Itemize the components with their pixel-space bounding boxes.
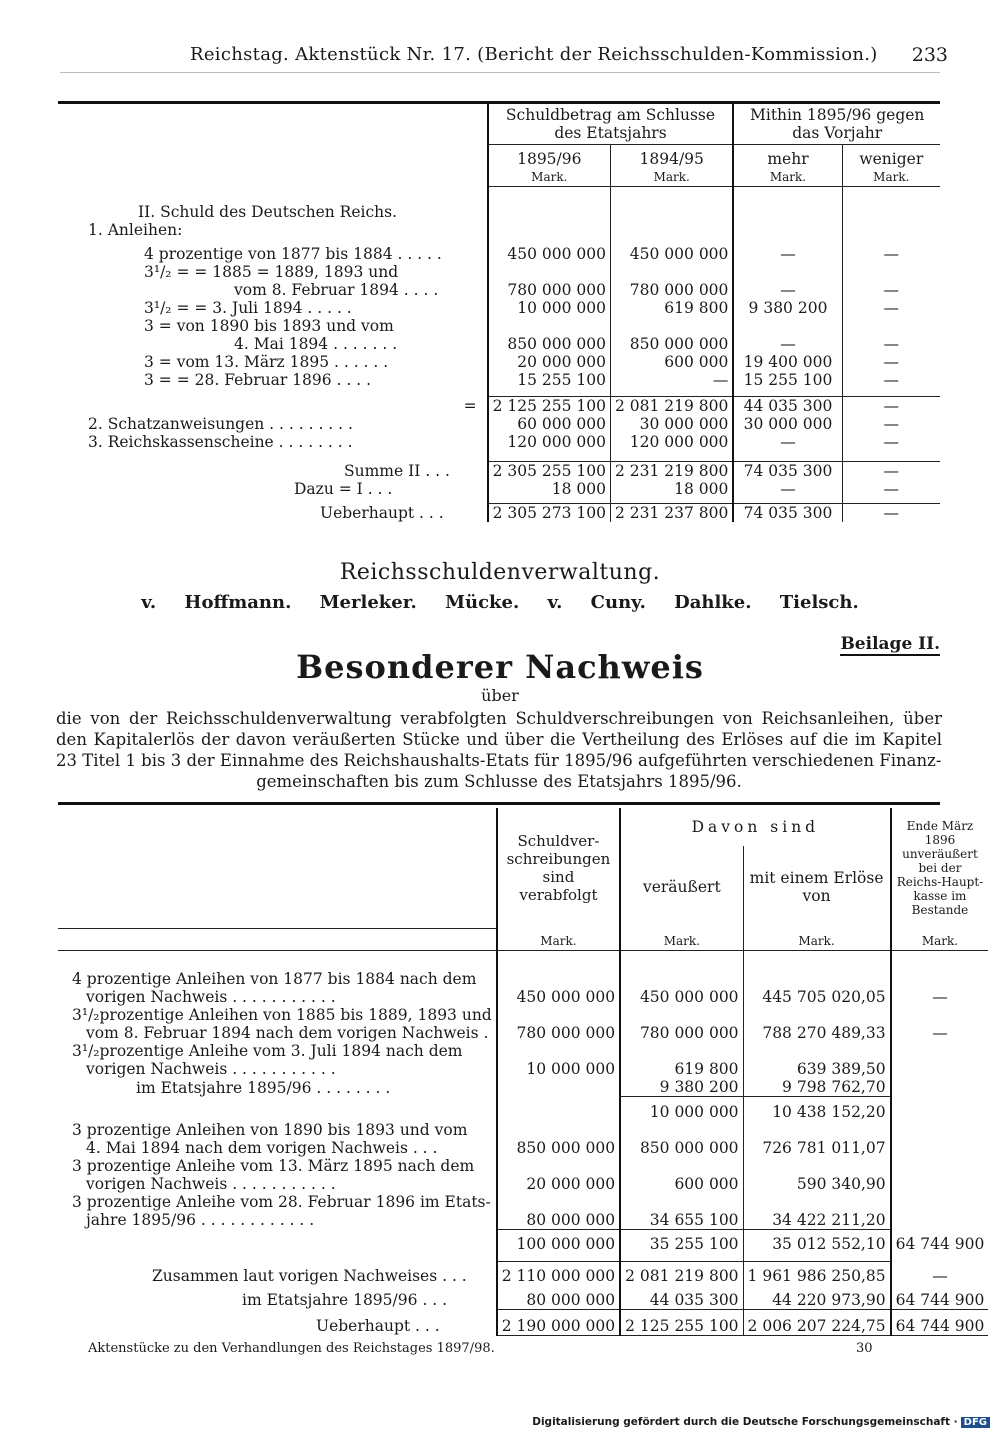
signatories: v. Hoffmann. Merleker. Mücke. v. Cuny. Dahlke. Tielsch. <box>141 592 859 613</box>
table-row: vom 8. Februar 1894 . . . . 780 000 000 780 000 000 — — <box>58 281 940 299</box>
table-row: 3. Reichskassenscheine . . . . . . . . 120 000 000 120 000 000 — — <box>58 433 940 451</box>
page-number: 233 <box>911 44 948 66</box>
section-title: II. Schuld des Deutschen Reichs. <box>138 202 398 221</box>
table-row: 3¹/₂ = = 1885 = 1889, 1893 und <box>58 263 940 281</box>
header-unveraeussert: Ende März 1896 unveräußert bei der Reichs-Haupt-kasse im Bestande <box>891 808 989 928</box>
table-row: 10 000 000 10 438 152,20 <box>58 1097 988 1121</box>
table-row: vorigen Nachweis . . . . . . . . . . . 10 000 000 619 800 639 389,50 <box>58 1060 988 1078</box>
table-row: vorigen Nachweis . . . . . . . . . . . 450 000 000 450 000 000 445 705 020,05 — <box>58 988 988 1006</box>
dazu-row: Dazu = I . . . 18 000 18 000 — — <box>58 480 940 498</box>
header-verabfolgt: Schuldver-schreibungen sind verabfolgt <box>497 808 620 928</box>
unit-mark: Mark. <box>842 168 940 187</box>
dfg-logo: DFG <box>961 1417 990 1428</box>
unit-mark: Mark. <box>488 168 611 187</box>
digitization-credit <box>532 1416 990 1428</box>
unit-mark: Mark. <box>733 168 842 187</box>
header-1895: 1895/96 <box>488 144 611 168</box>
debt-table <box>58 104 940 522</box>
paragraph-last-line: gemeinschaften bis zum Schlusse des Etatsjahrs 1895/96. <box>256 772 742 791</box>
table-row: 3 = vom 13. März 1895 . . . . . . 20 000 000 600 000 19 400 000 — <box>58 353 940 371</box>
ueberhaupt-row: Ueberhaupt . . . 2 190 000 000 2 125 255 100 2 006 207 224,75 64 744 900 <box>58 1309 988 1335</box>
ueberhaupt-row: Ueberhaupt . . . 2 305 273 100 2 231 237 800 74 035 300 — <box>58 504 940 523</box>
running-header: Reichstag. Aktenstück Nr. 17. (Bericht der Reichsschulden-Kommission.) <box>190 44 878 65</box>
table-row: 4. Mai 1894 . . . . . . . 850 000 000 850 000 000 — — <box>58 335 940 353</box>
beilage-label: Beilage II. <box>840 634 940 654</box>
description-paragraph <box>56 708 942 792</box>
label-header <box>58 104 488 187</box>
header-erloes: mit einem Erlöse von <box>743 846 891 928</box>
summe-row: Summe II . . . 2 305 255 100 2 231 219 800 74 035 300 — <box>58 461 940 480</box>
header-rule <box>60 72 940 73</box>
table-row: im Etatsjahre 1895/96 . . . . . . . . 9 380 200 9 798 762,70 <box>58 1078 988 1097</box>
header-veraeussert: veräußert <box>620 846 743 928</box>
table-row: vorigen Nachweis . . . . . . . . . . . 20 000 000 600 000 590 340,90 <box>58 1175 988 1193</box>
zusammen-row: Zusammen laut vorigen Nachweises . . . 2 110 000 000 2 081 219 800 1 961 986 250,85 — <box>58 1261 988 1285</box>
ueber-line: über <box>481 686 519 705</box>
section-title: Besonderer Nachweis <box>296 648 704 686</box>
etatsjahr-row: im Etatsjahre 1895/96 . . . 80 000 000 44 035 300 44 220 973,90 64 744 900 <box>58 1285 988 1309</box>
bond-table <box>58 808 988 1336</box>
unit-mark: Mark. <box>891 928 989 950</box>
unit-mark: Mark. <box>611 168 734 187</box>
subsection-title: 1. Anleihen: <box>88 220 183 239</box>
table-row: 3 = von 1890 bis 1893 und vom <box>58 317 940 335</box>
footer-sheet-number: 30 <box>856 1341 873 1356</box>
unit-mark: Mark. <box>743 928 891 950</box>
header-schuldbetrag: Schuldbetrag am Schlusse des Etatsjahrs <box>488 104 734 144</box>
table-row: 3 prozentige Anleihe vom 13. März 1895 nach dem <box>58 1157 988 1175</box>
credit-text: Digitalisierung gefördert durch die Deutsche Forschungsgemeinschaft · <box>532 1416 958 1428</box>
header-mehr: mehr <box>733 144 842 168</box>
table-row: 2. Schatzanweisungen . . . . . . . . . 60 000 000 30 000 000 30 000 000 — <box>58 415 940 433</box>
header-mithin: Mithin 1895/96 gegen das Vorjahr <box>733 104 940 144</box>
table-row: 3 = = 28. Februar 1896 . . . . 15 255 100 — 15 255 100 — <box>58 371 940 389</box>
table-row: 3 prozentige Anleihe vom 28. Februar 1896 im Etats- <box>58 1193 988 1211</box>
subtotal-row: = 2 125 255 100 2 081 219 800 44 035 300 — <box>58 397 940 416</box>
table2-top-rule <box>58 802 940 805</box>
table-row: 4 prozentige Anleihen von 1877 bis 1884 nach dem <box>58 970 988 988</box>
table-row: 3¹/₂prozentige Anleihen von 1885 bis 1889, 1893 und <box>58 1006 988 1024</box>
footer-source: Aktenstücke zu den Verhandlungen des Reichstages 1897/98. <box>88 1341 495 1356</box>
table-row: jahre 1895/96 . . . . . . . . . . . . 80 000 000 34 655 100 34 422 211,20 <box>58 1211 988 1230</box>
table-row: 3 prozentige Anleihen von 1890 bis 1893 und vom <box>58 1121 988 1139</box>
header-1894: 1894/95 <box>611 144 734 168</box>
table-row: 3¹/₂ = = 3. Juli 1894 . . . . . 10 000 000 619 800 9 380 200 — <box>58 299 940 317</box>
unit-mark: Mark. <box>620 928 743 950</box>
table-row: vom 8. Februar 1894 nach dem vorigen Nachweis . 780 000 000 780 000 000 788 270 489,33 — <box>58 1024 988 1042</box>
table-row: 100 000 000 35 255 100 35 012 552,10 64 744 900 <box>58 1229 988 1253</box>
label-header <box>58 808 497 928</box>
table-row: 4. Mai 1894 nach dem vorigen Nachweis . . . 850 000 000 850 000 000 726 781 011,07 <box>58 1139 988 1157</box>
header-weniger: weniger <box>842 144 940 168</box>
unit-mark: Mark. <box>497 928 620 950</box>
paragraph-body: die von der Reichsschuldenverwaltung verabfolgten Schuldverschreibungen von Reichsanleihen, über den Kapitalerlös der davon veräußerten Stücke und über die Vertheilung des Erlöses auf die im Kapitel 23 Titel 1 bis 3 der Einnahme des Reichshaushalts-Etats für 1895/96 aufgeführten verschiedenen Finanz- <box>56 709 942 770</box>
table-row: 4 prozentige von 1877 bis 1884 . . . . . 450 000 000 450 000 000 — — <box>58 245 940 263</box>
signature-heading: Reichsschuldenverwaltung. <box>339 560 661 585</box>
table-row: 3¹/₂prozentige Anleihe vom 3. Juli 1894 nach dem <box>58 1042 988 1060</box>
header-davon: Davon sind <box>620 808 890 846</box>
